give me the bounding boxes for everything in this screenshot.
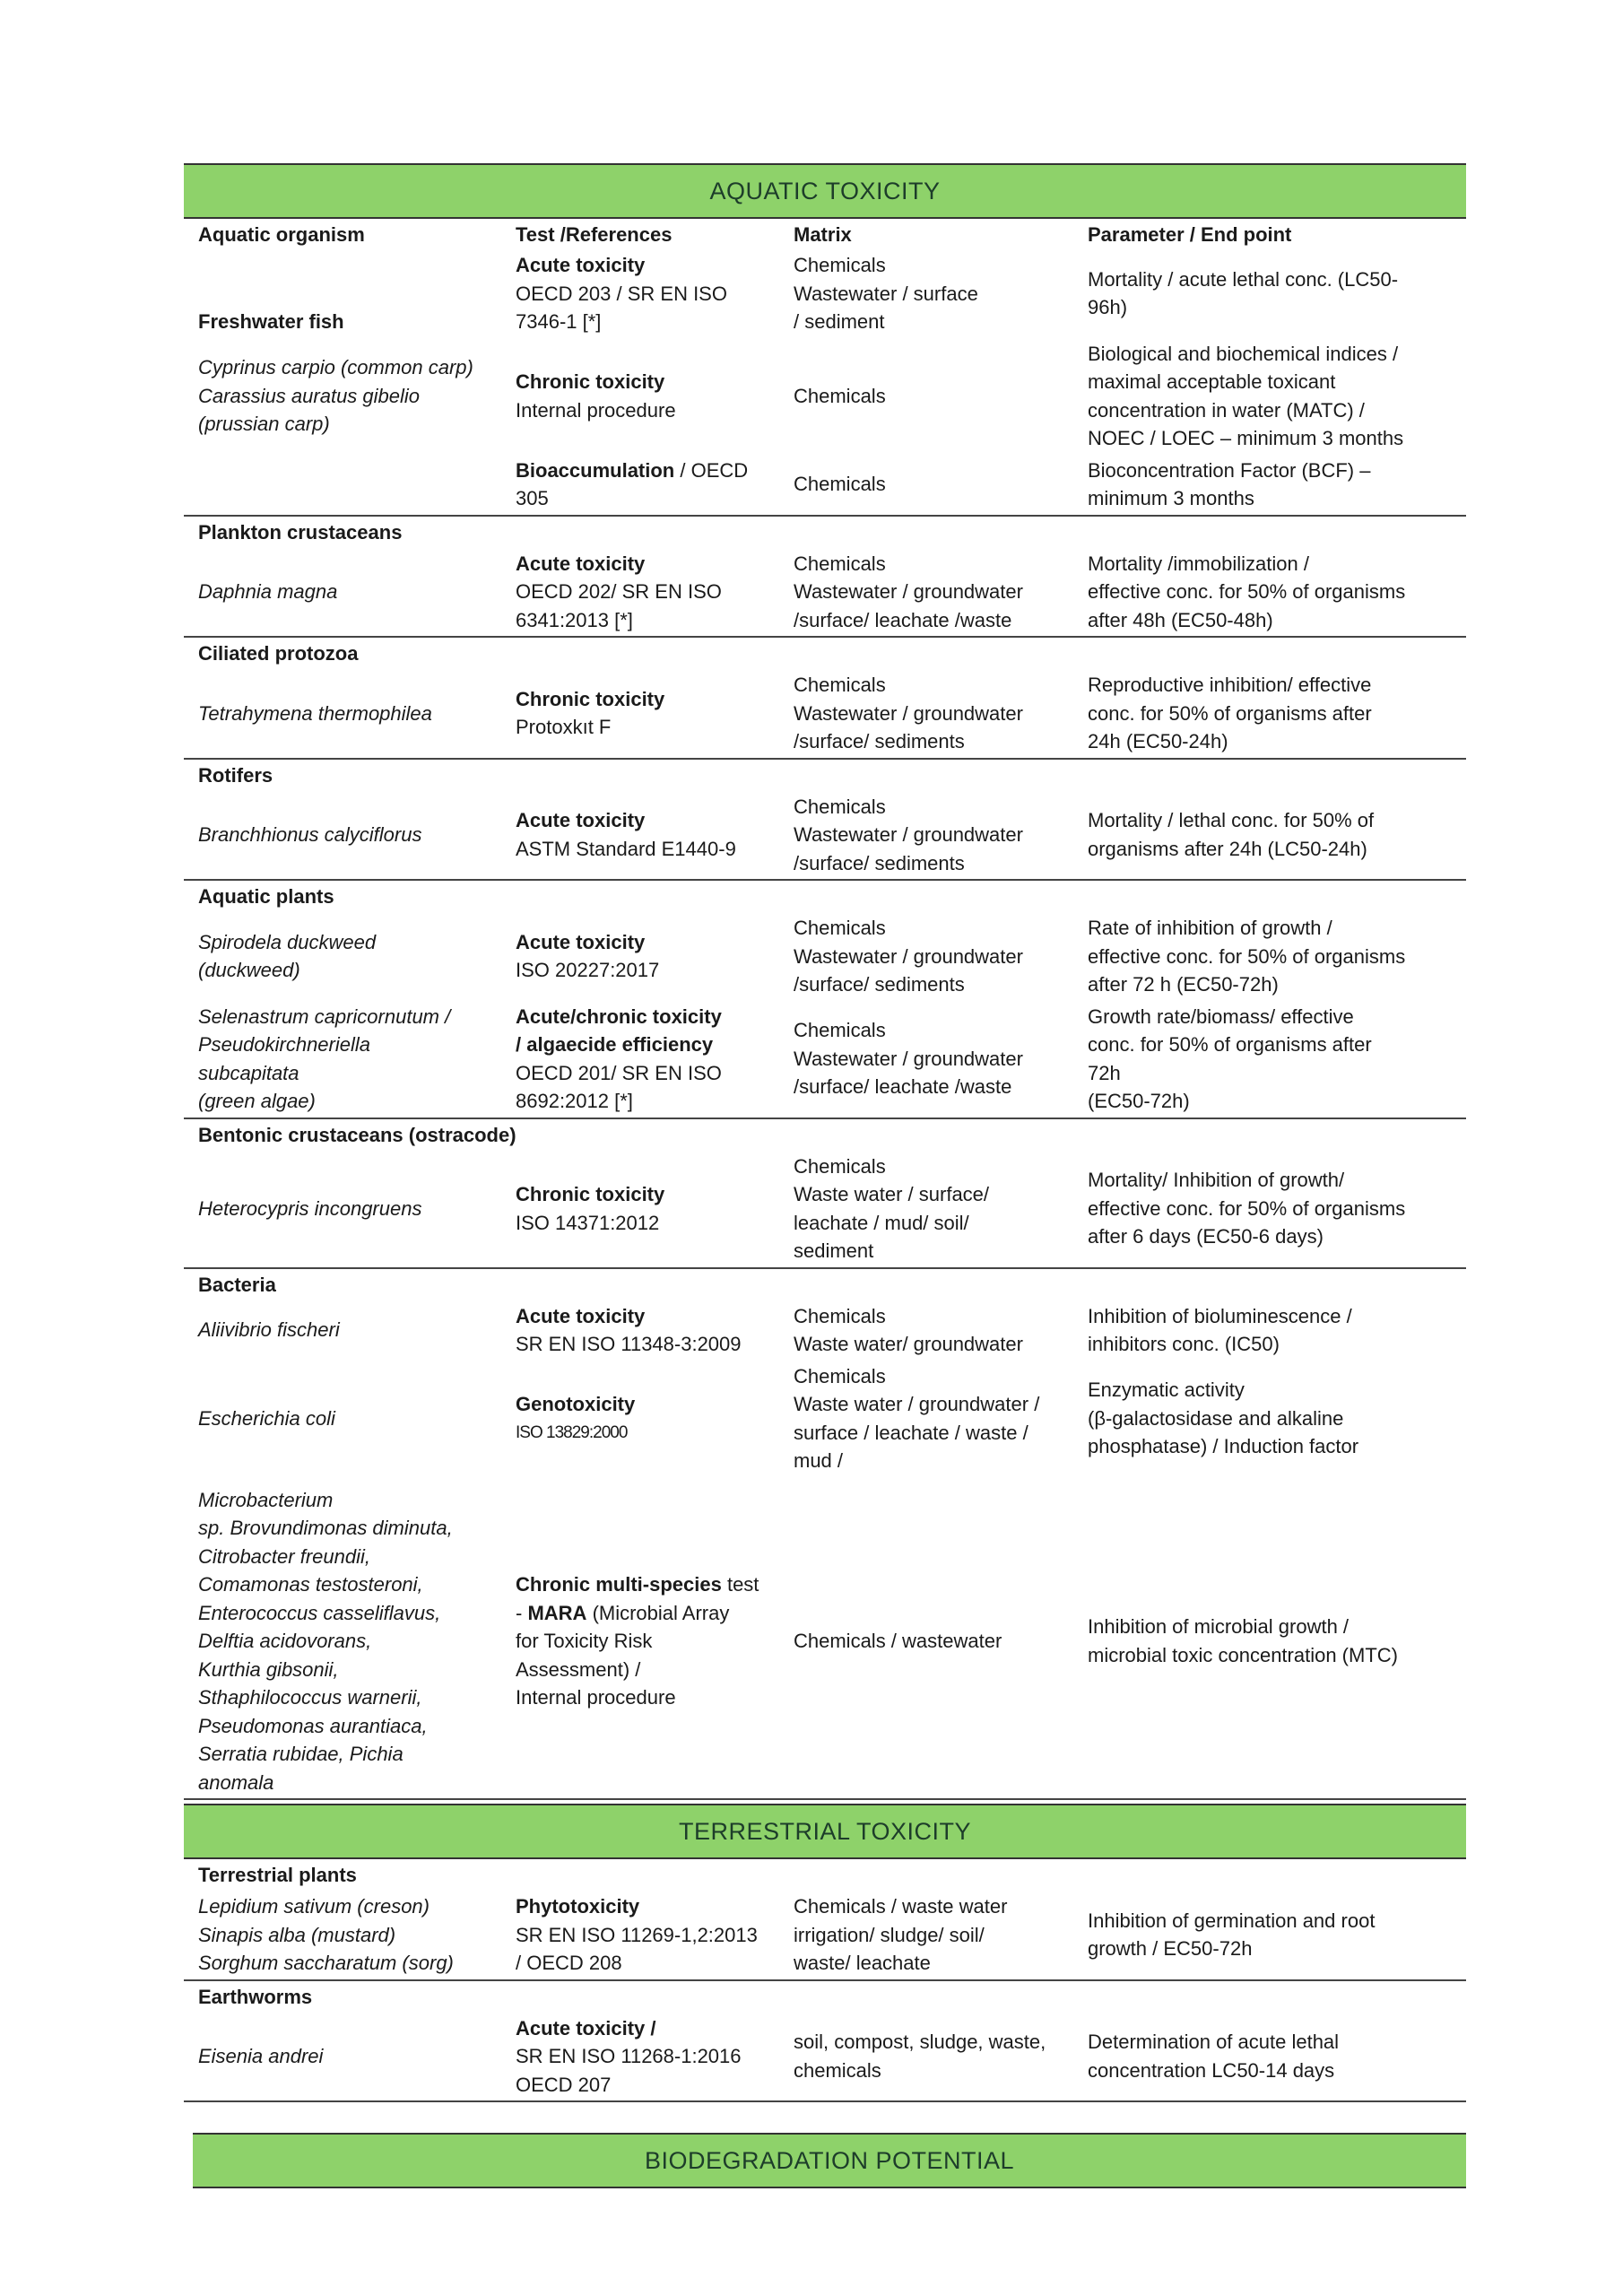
matrix-text: Chemicals (794, 473, 886, 496)
matrix-text: Wastewater / groundwater (794, 944, 1023, 968)
organism-cell (184, 1892, 516, 1978)
param-text: Inhibition of microbial growth / (1088, 1615, 1350, 1639)
test-cell (516, 251, 794, 336)
matrix-text: irrigation/ sludge/ soil/ (794, 1923, 985, 1946)
document-page (184, 163, 1466, 2188)
organism-name: Delftia acidovorans, (198, 1630, 372, 1652)
param-cell (1088, 340, 1466, 453)
matrix-text: chemicals (794, 2058, 881, 2082)
group-title: Bacteria (198, 1273, 276, 1296)
param-cell (1088, 1003, 1466, 1116)
group-bacteria (184, 1269, 1466, 1801)
group-title: Plankton crustaceans (198, 520, 403, 544)
organism-name: (green algae) (198, 1090, 316, 1112)
param-text: effective conc. for 50% of organisms (1088, 1196, 1406, 1220)
biodegradation-potential-title: BIODEGRADATION POTENTIAL (644, 2146, 1015, 2174)
param-cell (1088, 550, 1466, 635)
test-ref: Internal procedure (516, 1686, 676, 1709)
test-type: Acute toxicity (516, 1304, 646, 1327)
matrix-cell (794, 793, 1088, 878)
matrix-text: /surface/ leachate /waste (794, 608, 1012, 631)
matrix-cell (794, 1302, 1088, 1359)
test-type: Chronic multi-species (516, 1573, 722, 1596)
test-cell (516, 550, 794, 635)
matrix-text: leachate / mud/ soil/ (794, 1211, 969, 1234)
test-cell (516, 928, 794, 985)
organism-name: anomala (198, 1770, 274, 1794)
param-text: NOEC / LOEC – minimum 3 months (1088, 427, 1404, 449)
param-text: Biological and biochemical indices / (1088, 342, 1399, 365)
matrix-text: Chemicals (794, 795, 886, 818)
organism-name: Enterococcus casseliflavus, (198, 1601, 441, 1624)
organism-cell (184, 1003, 516, 1116)
test-ref: SR EN ISO 11348-3:2009 (516, 1333, 742, 1355)
group-title: Terrestrial plants (198, 1864, 357, 1886)
table-row (184, 1151, 1466, 1267)
matrix-text: soil, compost, sludge, waste, (794, 2031, 1046, 2054)
test-type: Genotoxicity (516, 1393, 636, 1415)
matrix-cell (794, 2028, 1088, 2084)
matrix-text: Chemicals (794, 674, 886, 696)
group-title: Aquatic plants (198, 885, 334, 908)
param-text: Determination of acute lethal (1088, 2031, 1340, 2054)
group-title: Rotifers (198, 763, 273, 787)
test-cell (516, 1302, 794, 1359)
param-text: 96h) (1088, 296, 1128, 319)
param-text: Growth rate/biomass/ effective (1088, 1004, 1354, 1028)
param-text: Mortality / acute lethal conc. (LC50- (1088, 267, 1399, 291)
organism-name: Daphnia magna (198, 580, 338, 603)
table-row (184, 669, 1466, 758)
param-text: Mortality /immobilization / (1088, 552, 1309, 575)
organism-name: subcapitata (198, 1061, 299, 1084)
table-row (184, 338, 1466, 455)
organism-name: Pseudokirchneriella (198, 1033, 370, 1056)
matrix-text: Chemicals (794, 552, 886, 575)
organism-name: Escherichia coli (198, 1406, 335, 1430)
matrix-text: Chemicals (794, 1364, 886, 1387)
table-row (184, 455, 1466, 515)
param-text: Inhibition of bioluminescence / (1088, 1304, 1352, 1327)
matrix-text: Waste water / surface/ (794, 1183, 990, 1205)
terrestrial-toxicity-banner (184, 1804, 1466, 1859)
organism-name: Aliivibrio fischeri (198, 1318, 340, 1342)
test-type: Acute toxicity (516, 809, 646, 832)
test-type: Acute toxicity (516, 930, 646, 953)
terrestrial-toxicity-title: TERRESTRIAL TOXICITY (678, 1817, 972, 1845)
param-text: concentration LC50-14 days (1088, 2058, 1335, 2082)
test-ref: / OECD 208 (516, 1952, 622, 1974)
organism-name: Sinapis alba (mustard) (198, 1923, 396, 1946)
param-cell (1088, 914, 1466, 999)
param-text: effective conc. for 50% of organisms (1088, 580, 1406, 603)
test-ref: 7346-1 [*] (516, 310, 602, 333)
test-ref: OECD 207 (516, 2073, 612, 2096)
param-text: concentration in water (MATC) / (1088, 398, 1365, 422)
test-type: / algaecide efficiency (516, 1033, 714, 1056)
test-ref: Assessment) / (516, 1657, 641, 1681)
matrix-text: Chemicals / waste water (794, 1895, 1008, 1918)
organism-name: (prussian carp) (198, 413, 330, 436)
organism-cell (184, 353, 516, 439)
header-organism: Aquatic organism (198, 223, 365, 246)
organism-cell (184, 928, 516, 985)
matrix-cell (794, 1152, 1088, 1265)
test-ref: ASTM Standard E1440-9 (516, 837, 736, 860)
param-text: phosphatase) / Induction factor (1088, 1435, 1359, 1458)
matrix-text: Chemicals (794, 1304, 886, 1327)
table-row (184, 1001, 1466, 1118)
test-ref: SR EN ISO 11268-1:2016 (516, 2045, 742, 2067)
matrix-text: Chemicals (794, 1154, 886, 1178)
matrix-text: Chemicals (794, 917, 886, 939)
param-text: organisms after 24h (LC50-24h) (1088, 837, 1367, 860)
param-text: (β-galactosidase and alkaline (1088, 1406, 1344, 1430)
matrix-text: Waste water/ groundwater (794, 1333, 1023, 1355)
param-cell (1088, 1166, 1466, 1251)
test-ref: ISO 14371:2012 (516, 1211, 660, 1234)
organism-name: Branchhionus calyciflorus (198, 823, 422, 846)
test-type: Acute/chronic toxicity (516, 1004, 722, 1028)
organism-name: Pseudomonas aurantiaca, (198, 1714, 428, 1737)
test-type: Acute toxicity / (516, 2016, 656, 2039)
matrix-cell (794, 470, 1088, 499)
group-title: Earthworms (198, 1985, 313, 2008)
test-type: Chronic toxicity (516, 687, 665, 710)
param-text: Enzymatic activity (1088, 1378, 1245, 1402)
matrix-cell (794, 251, 1088, 336)
table-row (184, 1891, 1466, 1979)
test-cell (516, 1003, 794, 1116)
test-cell (516, 685, 794, 742)
organism-name: Sorghum saccharatum (sorg) (198, 1952, 454, 1974)
matrix-text: Chemicals (794, 254, 886, 276)
group-aquatic-plants (184, 881, 1466, 1119)
group-bentonic-crustaceans (184, 1119, 1466, 1269)
table-row (184, 548, 1466, 637)
param-text: Rate of inhibition of growth / (1088, 917, 1332, 939)
matrix-cell (794, 671, 1088, 756)
table-row (184, 1300, 1466, 1361)
test-cell (516, 368, 794, 424)
organism-name: Cyprinus carpio (common carp) (198, 356, 473, 379)
test-cell (516, 1892, 794, 1978)
param-text: minimum 3 months (1088, 487, 1254, 509)
test-cell (516, 806, 794, 863)
param-cell (1088, 1907, 1466, 1963)
test-cell (516, 1180, 794, 1237)
param-text: 72h (1088, 1061, 1121, 1084)
test-type: Chronic toxicity (516, 1183, 665, 1205)
matrix-text: /surface/ sediments (794, 730, 965, 752)
param-text: Mortality / lethal conc. for 50% of (1088, 809, 1375, 832)
table-row (184, 912, 1466, 1001)
organism-name: Heterocypris incongruens (198, 1196, 422, 1220)
organism-name: Spirodela duckweed (198, 930, 377, 953)
table-row (184, 1477, 1466, 1799)
matrix-cell (794, 550, 1088, 635)
test-ref: (Microbial Array (586, 1601, 730, 1624)
organism-name: Kurthia gibsonii, (198, 1657, 339, 1681)
matrix-text: Waste water / groundwater / (794, 1393, 1040, 1415)
table-row (184, 249, 1466, 338)
organism-name: sp. Brovundimonas diminuta, (198, 1517, 453, 1539)
test-acronym: MARA (527, 1601, 587, 1624)
matrix-text: Wastewater / groundwater (794, 1047, 1023, 1070)
header-test: Test /References (516, 223, 673, 246)
param-text: inhibitors conc. (IC50) (1088, 1333, 1280, 1355)
matrix-cell (794, 914, 1088, 999)
matrix-text: Chemicals (794, 384, 886, 407)
matrix-cell (794, 1627, 1088, 1656)
matrix-text: Wastewater / groundwater (794, 823, 1023, 846)
matrix-text: Wastewater / groundwater (794, 701, 1023, 725)
matrix-text: waste/ leachate (794, 1952, 931, 1974)
param-text: conc. for 50% of organisms after (1088, 1033, 1372, 1056)
group-title: Bentonic crustaceans (ostracode) (198, 1123, 516, 1146)
test-cell (516, 457, 794, 513)
matrix-text: sediment (794, 1239, 874, 1262)
test-ref: / OECD (674, 458, 749, 482)
organism-name: Sthaphilococcus warnerii, (198, 1686, 422, 1709)
biodegradation-potential-banner (193, 2133, 1466, 2188)
param-text: microbial toxic concentration (MTC) (1088, 1643, 1398, 1666)
matrix-text: / sediment (794, 310, 885, 333)
organism-name: Lepidium sativum (creson) (198, 1895, 430, 1918)
test-ref: 305 (516, 487, 549, 509)
matrix-text: /surface/ sediments (794, 851, 965, 874)
param-cell (1088, 1376, 1466, 1461)
test-cell (516, 1570, 794, 1712)
matrix-text: Wastewater / surface (794, 282, 978, 305)
matrix-cell (794, 1362, 1088, 1475)
test-cell (516, 2014, 794, 2100)
table-row (184, 791, 1466, 880)
matrix-cell (794, 1892, 1088, 1978)
test-type: Acute toxicity (516, 552, 646, 575)
table-row (184, 2013, 1466, 2101)
param-text: effective conc. for 50% of organisms (1088, 944, 1406, 968)
test-cell (516, 1390, 794, 1447)
aquatic-toxicity-title: AQUATIC TOXICITY (709, 177, 941, 204)
header-parameter: Parameter / End point (1088, 223, 1292, 246)
test-type: Bioaccumulation (516, 458, 675, 482)
group-title: Freshwater fish (198, 310, 344, 333)
param-text: after 6 days (EC50-6 days) (1088, 1225, 1324, 1248)
param-cell (1088, 1613, 1466, 1669)
param-text: Reproductive inhibition/ effective (1088, 674, 1372, 696)
organism-name: Serratia rubidae, Pichia (198, 1743, 404, 1765)
test-ref: SR EN ISO 11269-1,2:2013 (516, 1923, 758, 1946)
group-rotifers (184, 760, 1466, 882)
organism-name: Microbacterium (198, 1488, 334, 1511)
param-cell (1088, 671, 1466, 756)
param-text: Inhibition of germination and root (1088, 1909, 1376, 1932)
param-cell (1088, 1302, 1466, 1359)
test-ref: Protoxkıt F (516, 716, 612, 739)
matrix-cell (794, 382, 1088, 411)
matrix-text: mud / (794, 1449, 844, 1472)
matrix-text: surface / leachate / waste / (794, 1421, 1028, 1444)
test-type: Acute toxicity (516, 254, 646, 276)
group-plankton-crustaceans (184, 517, 1466, 639)
matrix-text: Wastewater / groundwater (794, 580, 1023, 603)
organism-name: Carassius auratus gibelio (198, 384, 421, 407)
test-type: Chronic toxicity (516, 370, 665, 393)
param-text: maximal acceptable toxicant (1088, 370, 1336, 393)
organism-name: Tetrahymena thermophilea (198, 701, 432, 725)
organism-name: Selenastrum capricornutum / (198, 1004, 451, 1028)
test-ref: OECD 201/ SR EN ISO (516, 1061, 722, 1084)
param-cell (1088, 2028, 1466, 2084)
table-header (184, 221, 1466, 249)
test-ref: ISO 20227:2017 (516, 959, 660, 982)
organism-name: Comamonas testosteroni, (198, 1573, 423, 1596)
param-cell (1088, 265, 1466, 322)
group-freshwater-fish (184, 249, 1466, 517)
test-ref: test (721, 1573, 759, 1596)
table-row (184, 1361, 1466, 1477)
param-text: after 48h (EC50-48h) (1088, 608, 1273, 631)
test-ref: 8692:2012 [*] (516, 1090, 633, 1112)
matrix-text: Chemicals (794, 1019, 886, 1042)
matrix-text: Chemicals / wastewater (794, 1630, 1002, 1652)
organism-name: Eisenia andrei (198, 2045, 324, 2067)
test-ref: for Toxicity Risk (516, 1630, 653, 1652)
test-ref: OECD 203 / SR EN ISO (516, 282, 727, 305)
param-cell (1088, 457, 1466, 513)
group-title: Ciliated protozoa (198, 642, 359, 665)
param-text: 24h (EC50-24h) (1088, 730, 1228, 752)
param-text: after 72 h (EC50-72h) (1088, 973, 1279, 996)
matrix-text: /surface/ sediments (794, 973, 965, 996)
header-matrix: Matrix (794, 223, 852, 246)
test-ref: ISO 13829:2000 (516, 1422, 628, 1442)
aquatic-toxicity-banner (184, 163, 1466, 219)
matrix-cell (794, 1016, 1088, 1101)
param-text: (EC50-72h) (1088, 1090, 1190, 1112)
group-terrestrial-plants (184, 1859, 1466, 1981)
param-text: Bioconcentration Factor (BCF) – (1088, 458, 1371, 482)
param-cell (1088, 806, 1466, 863)
organism-name: (duckweed) (198, 959, 300, 982)
matrix-text: /surface/ leachate /waste (794, 1075, 1012, 1099)
test-ref: Internal procedure (516, 398, 676, 422)
group-ciliated-protozoa (184, 638, 1466, 760)
param-text: conc. for 50% of organisms after (1088, 701, 1372, 725)
organism-cell (184, 1486, 516, 1797)
organism-name: Citrobacter freundii, (198, 1544, 370, 1568)
test-ref: OECD 202/ SR EN ISO (516, 580, 722, 603)
param-text: growth / EC50-72h (1088, 1937, 1253, 1961)
test-type: Phytotoxicity (516, 1895, 640, 1918)
test-ref: - (516, 1601, 528, 1624)
test-ref: 6341:2013 [*] (516, 608, 633, 631)
param-text: Mortality/ Inhibition of growth/ (1088, 1169, 1345, 1192)
group-earthworms (184, 1981, 1466, 2103)
